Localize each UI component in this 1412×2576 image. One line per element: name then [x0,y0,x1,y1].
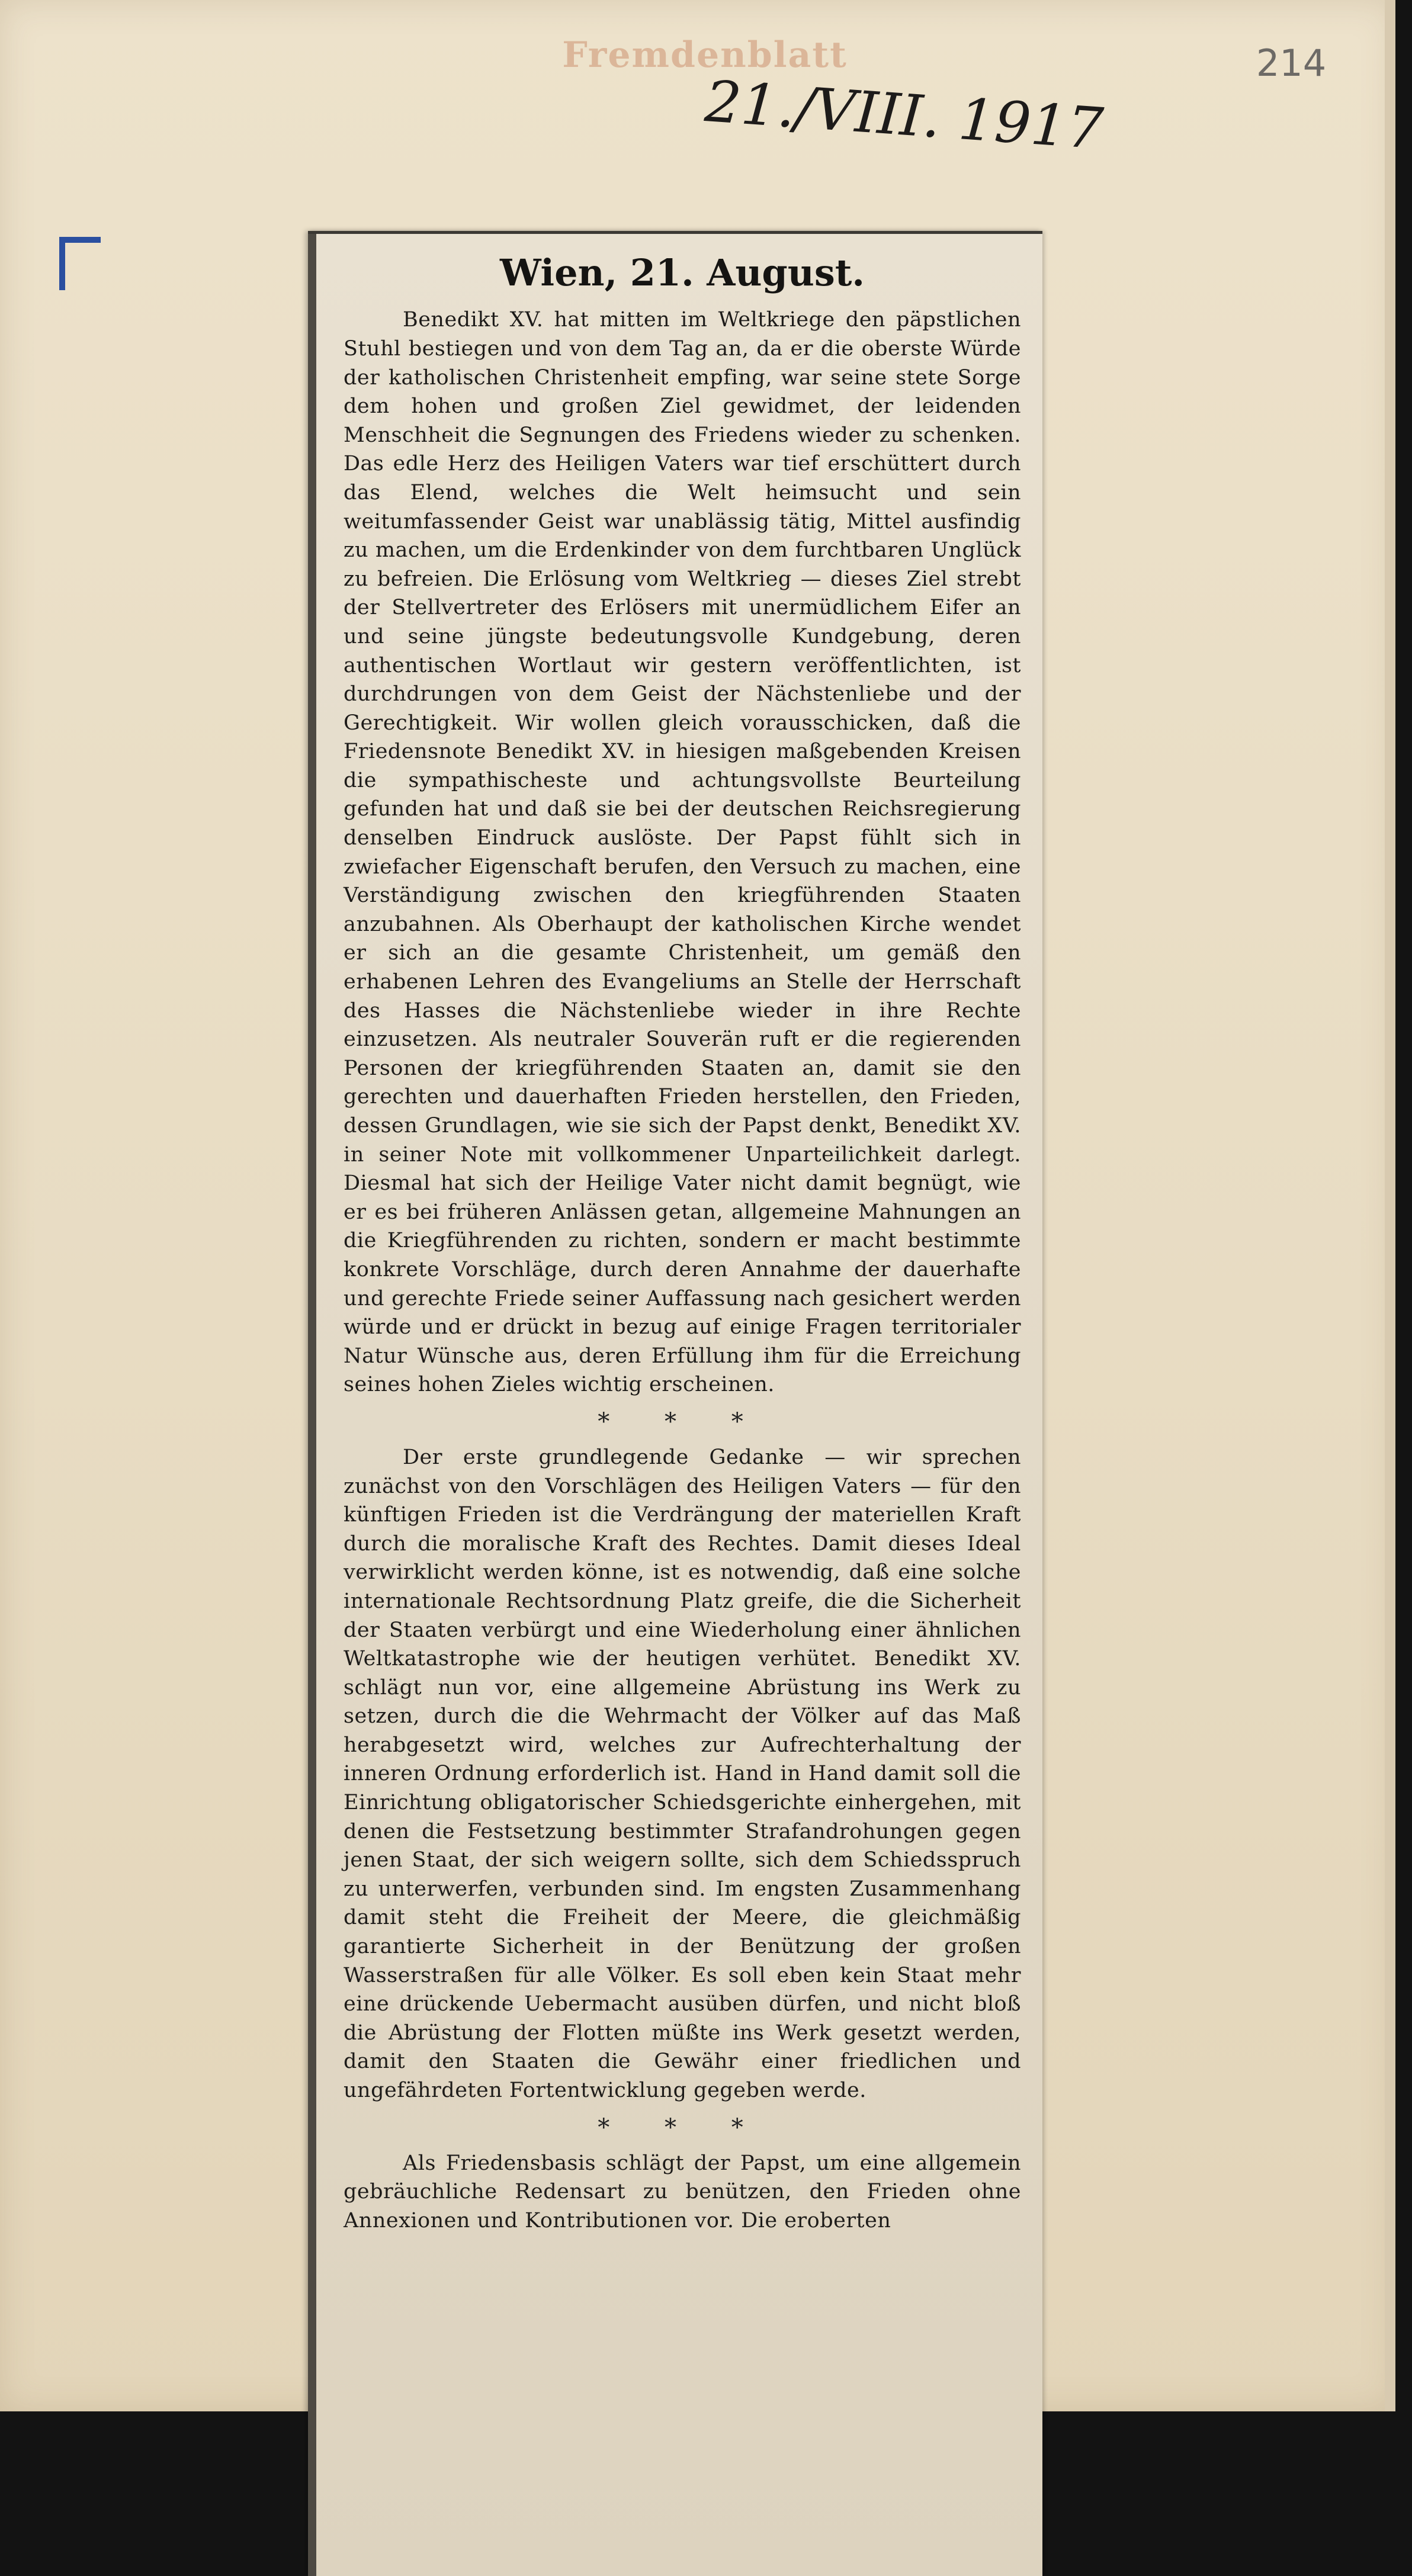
section-separator-2: * * * [598,2114,767,2141]
article-paragraph-3: Als Friedensbasis schlägt der Papst, um eine allgemein gebräuchliche Redensart zu benützen, den Frieden ohne Annexionen und Kontributionen vor. Die eroberten [344,2151,1021,2233]
newspaper-stamp: Fremdenblatt [562,34,848,76]
article-paragraph-1: Benedikt XV. hat mitten im Weltkriege den päpstlichen Stuhl bestiegen und von dem Tag an, da er die oberste Würde der katholischen Christenheit empfing, war seine stete Sorge dem hohen und großen Ziel gewidmet, der leidenden Menschheit die Segnungen des Friedens wieder zu schenken. Das edle Herz des Heiligen Vaters war tief erschüttert durch das Elend, welches die Welt heimsucht und sein weitumfassender Geist war unablässig tätig, Mittel ausfindig zu machen, um die Erdenkinder von dem furchtbaren Unglück zu befreien. Die Erlösung vom Weltkrieg — dieses Ziel strebt der Stellvertreter des Erlösers mit unermüdlichem Eifer an und seine jüngste bedeutungsvolle Kundgebung, deren authentischen Wortlaut wir gestern veröffentlichten, ist durchdrungen von dem Geist der Nächstenliebe und der Gerechtigkeit. Wir wollen gleich vorausschicken, daß die Friedensnote Benedikt XV. in hiesigen maßgebenden Kreisen die sympathischeste und achtungsvollste Beurteilung gefunden hat und daß sie bei der deutschen Reichsregierung denselben Eindruck auslöste. Der Papst fühlt sich in zwiefacher Eigenschaft berufen, den Versuch zu machen, eine Verständigung zwischen den kriegführenden Staaten anzubahnen. Als Oberhaupt der katholischen Kirche wendet er sich an die gesamte Christenheit, um gemäß den erhabenen Lehren des Evangeliums an Stelle der Herrschaft des Hasses die Nächstenliebe wieder in ihre Rechte einzusetzen. Als neutraler Souverän ruft er die regierenden Personen der kriegführenden Staaten an, damit sie den gerechten und dauerhaften Frieden herstellen, den Frieden, dessen Grundlagen, wie sie sich der Papst denkt, Benedikt XV. in seiner Note mit vollkommener Unparteilichkeit darlegt. Diesmal hat sich der Heilige Vater nicht damit begnügt, wie er es bei früheren Anlässen getan, allgemeine Mahnungen an die Kriegführenden zu richten, sondern er macht bestimmte konkrete Vorschläge, durch deren Annahme der dauerhafte und gerechte Friede seiner Auffassung nach gesichert werden würde und er drückt in bezug auf einige Fragen territorialer Natur Wünsche aus, deren Erfüllung ihm für die Erreichung seines hohen Zieles wichtig erscheinen. [344,308,1021,1397]
article-paragraph-2: Der erste grundlegende Gedanke — wir sprechen zunächst von den Vorschlägen des Heiligen Vaters — für den künftigen Frieden ist die Verdrängung der materiellen Kraft durch die moralische Kraft des Rechtes. Damit dieses Ideal verwirklicht werden könne, ist es notwendig, daß eine solche internationale Rechtsordnung Platz greife, die die Sicherheit der Staaten verbürgt und eine Wiederholung einer ähnlichen Weltkatastrophe wie der heutigen verhütet. Benedikt XV. schlägt nun vor, eine allgemeine Abrüstung ins Werk zu setzen, durch die die Wehrmacht der Völker auf das Maß herabgesetzt wird, welches zur Aufrechterhaltung der inneren Ordnung erforderlich ist. Hand in Hand damit soll die Einrichtung obligatorischer Schiedsgerichte einhergehen, mit denen die Festsetzung bestimmter Strafandrohungen gegen jenen Staat, der sich weigern sollte, sich dem Schiedsspruch zu unterwerfen, verbunden sind. Im engsten Zusammenhang damit steht die Freiheit der Meere, die gleichmäßig garantierte Sicherheit in der Benützung der großen Wasserstraßen für alle Völker. Es soll eben kein Staat mehr eine drückende Uebermacht ausüben dürfen, und nicht bloß die Abrüstung der Flotten müßte ins Werk gesetzt werden, damit den Staaten die Gewähr einer friedlichen und ungefährdeten Fortentwicklung gegeben werde. [344,1445,1021,2103]
newspaper-clipping [308,231,1042,2576]
section-separator-1: * * * [598,1408,767,1435]
handwritten-page-number: 214 [1256,41,1327,85]
blue-pencil-mark [59,237,101,290]
handwritten-date: 21./VIII. 1917 [702,68,1106,162]
article-headline: Wien, 21. August. [500,251,865,294]
